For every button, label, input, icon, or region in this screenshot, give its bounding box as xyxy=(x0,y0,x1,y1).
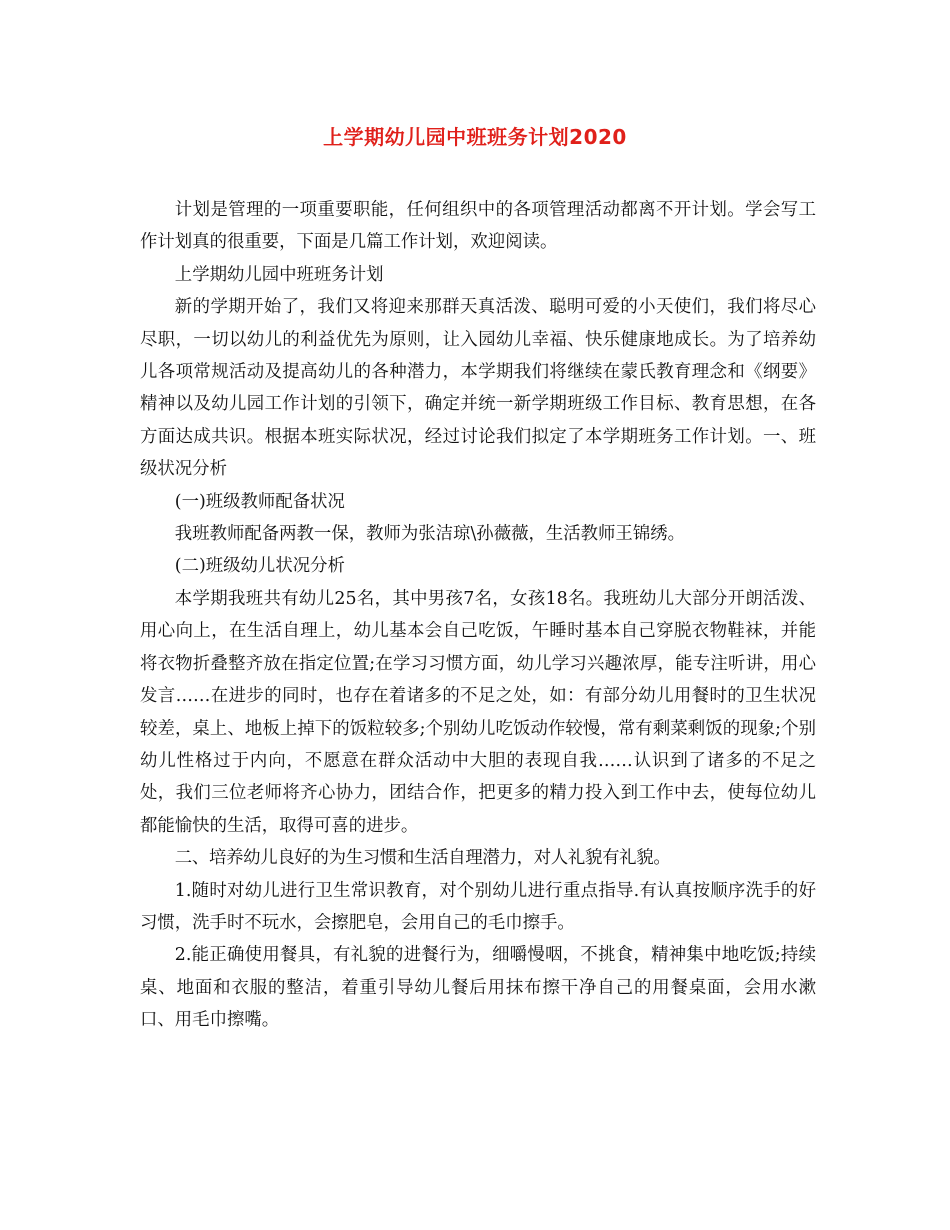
section-habits-heading: 二、培养幼儿良好的为生习惯和生活自理潜力，对人礼貌有礼貌。 xyxy=(174,848,671,869)
plan-heading: 上学期幼儿园中班班务计划 xyxy=(174,264,384,285)
opening-paragraph: 新的学期开始了，我们又将迎来那群天真活泼、聪明可爱的小天使们，我们将尽心尽职，一切以幼儿的利益优先为原则，让入园幼儿幸福、快乐健康地成长。为了培养幼儿各项常规活动及提高幼儿的各种潜力，本学期我们将继续在蒙氏教育理念和《纲要》精神以及幼儿园工作计划的引领下，确定并统一新学期班级工作目标、教育思想，在各方面达成共识。根据本班实际状况，经过讨论我们拟定了本学期班务工作计划。一、班级状况分析 xyxy=(140,297,816,480)
intro-paragraph: 计划是管理的一项重要职能，任何组织中的各项管理活动都离不开计划。学会写工作计划真的很重要，下面是几篇工作计划，欢迎阅读。 xyxy=(140,200,816,253)
document-body xyxy=(140,194,816,1037)
habits-item-1: 1.随时对幼儿进行卫生常识教育，对个别幼儿进行重点指导.有认真按顺序洗手的好习惯，洗手时不玩水，会擦肥皂，会用自己的毛巾擦手。 xyxy=(140,880,816,933)
teacher-paragraph: 我班教师配备两教一保，教师为张洁琼\孙薇薇，生活教师王锦绣。 xyxy=(174,524,685,545)
children-paragraph: 本学期我班共有幼儿25名，其中男孩7名，女孩18名。我班幼儿大部分开朗活泼、用心向上，在生活自理上，幼儿基本会自己吃饭，午睡时基本自己穿脱衣物鞋袜，并能将衣物折叠整齐放在指定位置;在学习习惯方面，幼儿学习兴趣浓厚，能专注听讲，用心发言……在进步的同时，也存在着诸多的不足之处，如：有部分幼儿用餐时的卫生状况较差，桌上、地板上掉下的饭粒较多;个别幼儿吃饭动作较慢，常有剩菜剩饭的现象;个别幼儿性格过于内向，不愿意在群众活动中大胆的表现自我……认识到了诸多的不足之处，我们三位老师将齐心协力，团结合作，把更多的精力投入到工作中去，使每位幼儿都能愉快的生活，取得可喜的进步。 xyxy=(140,588,816,836)
section-children-heading: (二)班级幼儿状况分析 xyxy=(174,556,345,577)
habits-item-2: 2.能正确使用餐具，有礼貌的进餐行为，细嚼慢咽，不挑食，精神集中地吃饭;持续桌、地面和衣服的整洁，着重引导幼儿餐后用抹布擦干净自己的用餐桌面，会用水漱口、用毛巾擦嘴。 xyxy=(140,945,816,1031)
section-teacher-heading: (一)班级教师配备状况 xyxy=(174,491,345,512)
document-title: 上学期幼儿园中班班务计划2020 xyxy=(323,125,627,149)
